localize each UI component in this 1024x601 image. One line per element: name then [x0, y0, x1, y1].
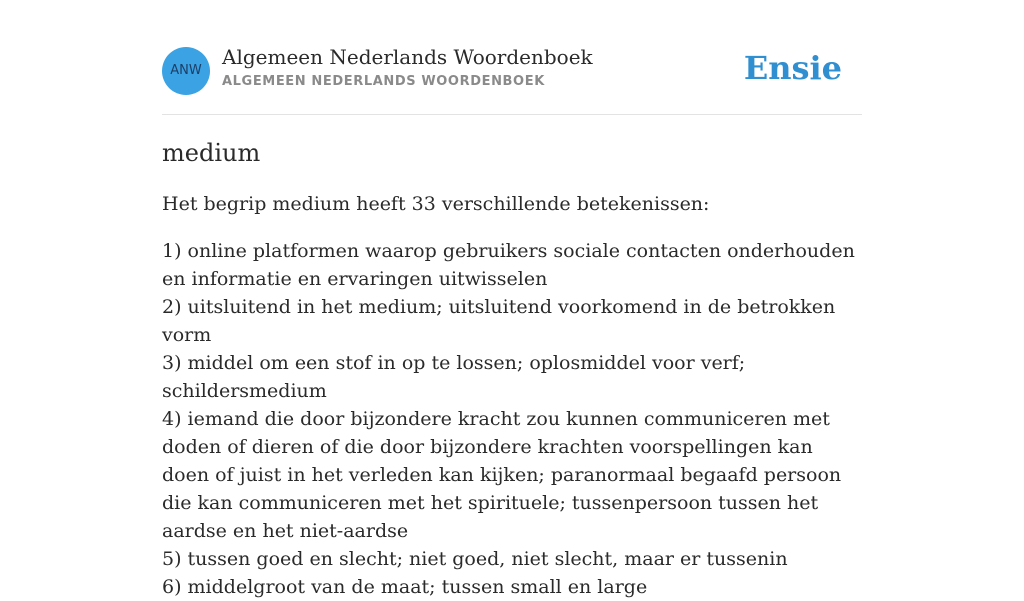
meanings-list: [162, 237, 862, 601]
source-logo[interactable]: ANW: [162, 47, 210, 95]
meaning-item: 3) middel om een stof in op te lossen; oplosmiddel voor verf; schildersmedium: [162, 352, 746, 402]
brand-logo[interactable]: Ensie: [743, 49, 842, 87]
meaning-item: 4) iemand die door bijzondere kracht zou kunnen communiceren met doden of dieren of die door bijzondere krachten voorspellingen kan doen of juist in het verleden kan kijken; paranormaal begaafd persoon die kan communiceren met het spirituele; tussenpersoon tussen het aardse en het niet-aardse: [162, 408, 842, 542]
source-title[interactable]: Algemeen Nederlands Woordenboek: [222, 45, 593, 69]
meaning-item: 6) middelgroot van de maat; tussen small en large: [162, 576, 648, 598]
entry-intro: Het begrip medium heeft 33 verschillende betekenissen:: [162, 193, 710, 215]
meaning-item: 2) uitsluitend in het medium; uitsluitend voorkomend in de betrokken vorm: [162, 296, 836, 346]
entry-content: [162, 134, 862, 601]
meaning-item: 5) tussen goed en slecht; niet goed, niet slecht, maar er tussenin: [162, 548, 788, 570]
header: [162, 44, 862, 115]
page-title: medium: [162, 139, 261, 167]
meaning-item: 1) online platformen waarop gebruikers sociale contacten onderhouden en informatie en ervaringen uitwisselen: [162, 240, 855, 290]
source-subtitle: ALGEMEEN NEDERLANDS WOORDENBOEK: [222, 74, 545, 89]
